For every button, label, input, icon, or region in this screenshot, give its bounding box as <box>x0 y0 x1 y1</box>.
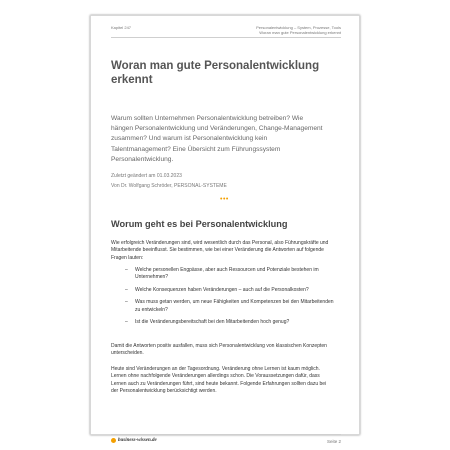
section-separator: ••• <box>220 196 229 203</box>
list-item-text: Welche Konsequenzen haben Veränderungen – auch auf die Personalkosten? <box>135 286 309 293</box>
site-logo[interactable] <box>111 438 157 443</box>
section-heading: Worum geht es bei Personalentwicklung <box>111 219 288 229</box>
dash-icon: – <box>125 319 128 326</box>
list-item <box>125 299 335 314</box>
chapter-label: Kapitel 247 <box>111 25 132 30</box>
updated-date: Zuletzt geändert am 01.03.2023 <box>111 173 182 179</box>
paragraph: Heute sind Veränderungen an der Tagesordnung. Veränderung ohne Lernen ist kaum möglich. Lernen ohne nachfolgende Veränderungen allerdings schon. Die Voraussetzungen dafür, dass Lernen auch zu Veränderungen führt, sind heute bekannt. Folgende Erfahrungen sollten dazu bei der Personalentwicklung berücksichtigt werden. <box>111 366 327 395</box>
document-page <box>90 15 360 444</box>
article-intro: Warum sollten Unternehmen Personalentwicklung betreiben? Wie hängen Personalentwicklung und Veränderungen, Change-Management zusammen? Und warum ist Personalentwicklung kein Talentmanagement? Eine Übersicht zum Führungssystem Personalentwicklung. <box>111 115 323 163</box>
header-topic <box>256 25 341 35</box>
header-topic-line1: Personalentwicklung – System, Prozesse, Tools <box>256 25 341 30</box>
paragraph: Damit die Antworten positiv ausfallen, muss sich Personalentwicklung von klassischen Konzepten unterscheiden. <box>111 343 327 357</box>
list-item <box>125 267 335 282</box>
article-meta <box>111 172 227 191</box>
list-item <box>125 287 335 294</box>
paragraph: Wie erfolgreich Veränderungen sind, wird wesentlich durch das Personal, also Führungskräfte und Mitarbeitende beeinflusst. Sie bestimmen, wie bei einer Veränderung die Antworten auf folgende Fragen lauten: <box>111 240 329 261</box>
footer-divider <box>111 434 341 435</box>
header-divider <box>111 37 341 38</box>
logo-text: business-wissen.de <box>118 438 157 443</box>
list-item-text: Was muss getan werden, um neue Fähigkeiten und Kompetenzen bei den Mitarbeitenden zu entwickeln? <box>135 299 334 313</box>
dash-icon: – <box>125 267 128 273</box>
logo-dot-icon <box>111 438 116 443</box>
list-item <box>125 319 335 326</box>
article-title: Woran man gute Personalentwicklung erkennt <box>111 60 320 86</box>
dash-icon: – <box>125 286 128 293</box>
list-item-text: Ist die Veränderungsbereitschaft bei den Mitarbeitenden hoch genug? <box>135 319 290 326</box>
page-number: Seite 2 <box>326 439 341 444</box>
question-list <box>125 267 335 331</box>
list-item-text: Welche personellen Engpässe, aber auch Ressourcen und Potenziale bestehen im Unternehmen? <box>135 267 319 281</box>
dash-icon: – <box>125 299 128 306</box>
author-line: Von Dr. Wolfgang Schröder, PERSONAL-SYSTEME <box>111 182 227 189</box>
header-topic-line2: Woran man gute Personalentwicklung erkennt <box>259 30 341 35</box>
